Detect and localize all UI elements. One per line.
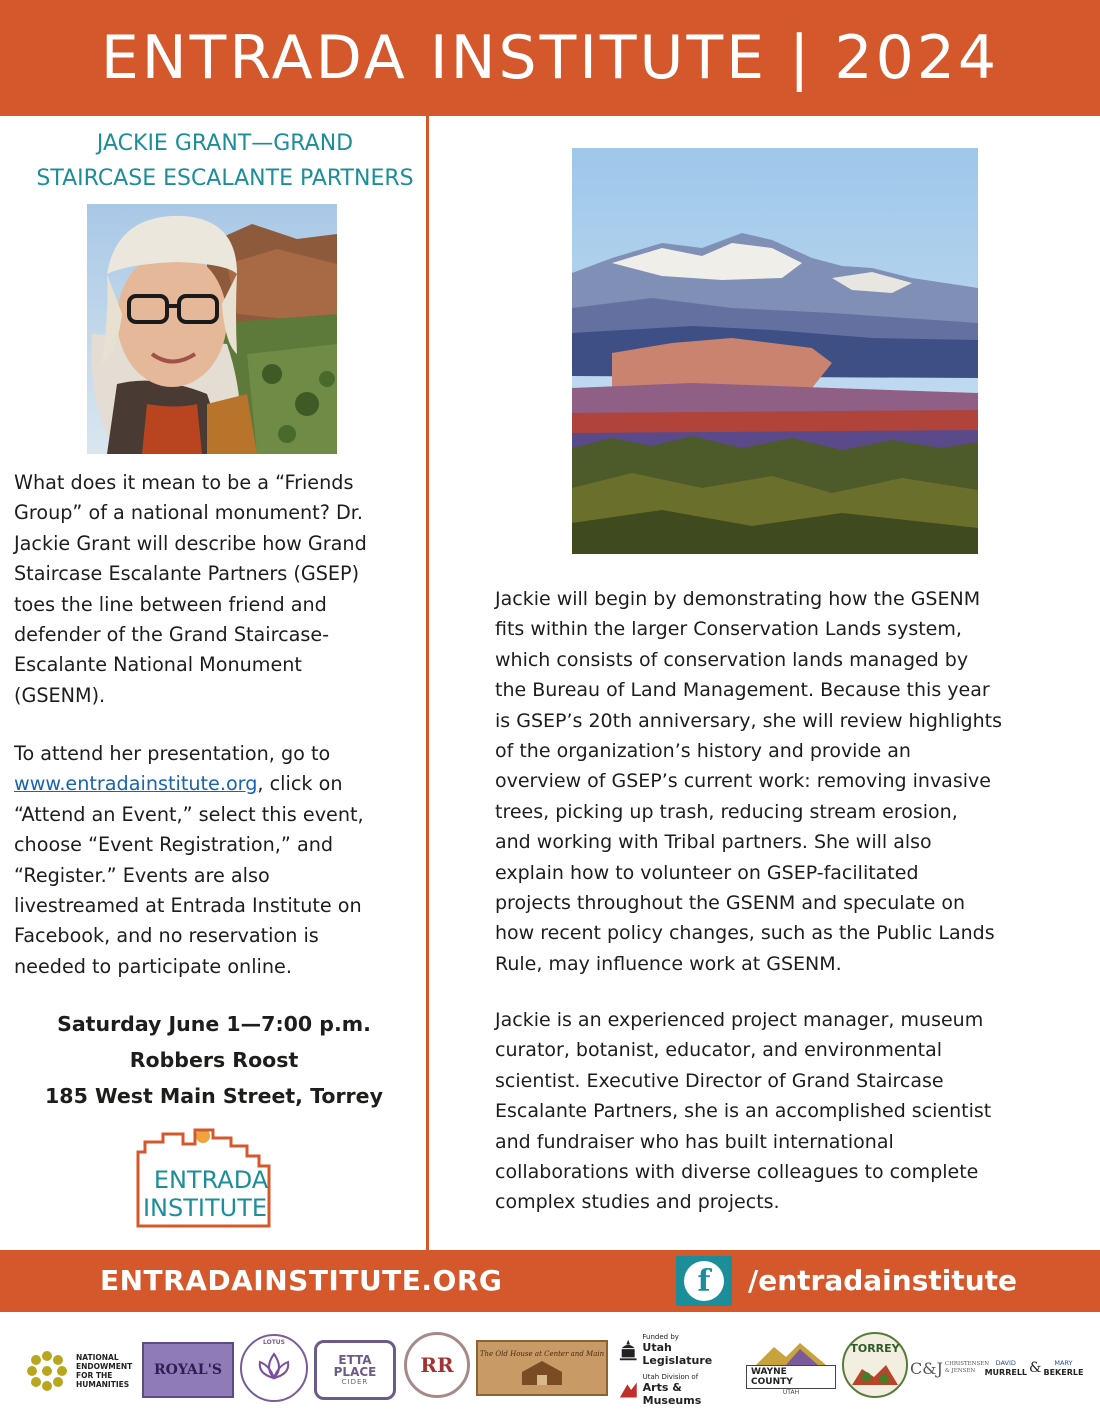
robbers-roost-text: RR [420, 1353, 454, 1377]
attend-line: “Register.” Events are also [14, 863, 270, 887]
capitol-icon [618, 1338, 638, 1362]
wayne-county-label: WAYNE COUNTY [746, 1365, 836, 1389]
paragraph-line: Rule, may influence work at GSENM. [495, 952, 842, 975]
description-line: (GSENM). [14, 683, 106, 707]
utah-arts-row [618, 1373, 738, 1407]
utah-legislature-text [642, 1333, 738, 1367]
house-icon [517, 1358, 567, 1386]
paragraph-line: complex studies and projects. [495, 1191, 780, 1214]
landscape-photo [572, 148, 978, 554]
funded-by-text: Funded by [642, 1333, 679, 1341]
paragraph-line: scientist. Executive Director of Grand Staircase [495, 1069, 944, 1092]
murrell-last: MURRELL [984, 1368, 1028, 1377]
royals-logo [142, 1342, 234, 1398]
paragraph-line: of the organization’s history and provide an [495, 740, 911, 763]
ampersand: & [1029, 1360, 1042, 1376]
right-column [429, 116, 1100, 1250]
landscape-image [572, 148, 978, 554]
lotus-text: LOTUS [263, 1339, 285, 1346]
paragraph-line: trees, picking up trash, reducing stream erosion, [495, 800, 958, 823]
paragraph-line: and working with Tribal partners. She will also [495, 831, 932, 854]
arts-museums-label: Arts & Museums [642, 1381, 702, 1407]
wayne-county-utah: UTAH [782, 1388, 800, 1396]
paragraph-line: explain how to volunteer on GSEP-facilitated [495, 861, 919, 884]
body-paragraph-2 [495, 1005, 1095, 1218]
speaker-title [20, 126, 430, 196]
paragraph-line: which consists of conservation lands managed by [495, 648, 969, 671]
utah-legislature-row [618, 1333, 738, 1367]
attend-link-line [14, 769, 424, 799]
old-house-text: The Old House at Center and Main [479, 1350, 605, 1358]
website-link[interactable]: www.entradainstitute.org [14, 772, 258, 796]
speaker-title-line: JACKIE GRANT—GRAND [96, 131, 354, 156]
murrell-bekerle-logo [984, 1348, 1084, 1388]
attend-line: choose “Event Registration,” and [14, 833, 334, 857]
paragraph-line: how recent policy changes, such as the Public Lands [495, 922, 995, 945]
paragraph-line: Jackie is an experienced project manager, museum [495, 1009, 984, 1031]
etta-line: CIDER [341, 1378, 369, 1386]
lotus-flower-icon [254, 1348, 294, 1388]
facebook-icon: f [684, 1261, 724, 1301]
event-address: 185 West Main Street, Torrey [45, 1084, 383, 1108]
neh-text [76, 1353, 132, 1389]
etta-place-logo [314, 1340, 396, 1400]
lotus-logo [240, 1334, 308, 1402]
event-venue: Robbers Roost [129, 1048, 299, 1072]
paragraph-line: curator, botanist, educator, and environmental [495, 1039, 942, 1062]
torrey-text: TORREY [850, 1342, 900, 1355]
neh-logo [22, 1336, 138, 1406]
entrada-logo [135, 1122, 287, 1230]
attend-line: “Attend an Event,” select this event, [14, 802, 364, 826]
neh-line: HUMANITIES [76, 1380, 130, 1389]
speaker-portrait [87, 204, 337, 454]
wayne-county-logo [746, 1338, 836, 1398]
footer-website-link[interactable]: ENTRADAINSTITUTE.ORG [100, 1264, 503, 1297]
paragraph-line: Escalante Partners, she is an accomplished scientist [495, 1100, 992, 1123]
paragraph-line: fits within the larger Conservation Lands system, [495, 618, 962, 641]
bekerle-last: BEKERLE [1043, 1368, 1084, 1377]
description-line: Staircase Escalante Partners (GSEP) [14, 562, 360, 586]
paragraph-line: and fundraiser who has built international [495, 1130, 894, 1153]
attend-instructions [14, 739, 424, 982]
sponsor-strip [0, 1316, 1100, 1424]
neh-line: NATIONAL [76, 1353, 119, 1362]
facebook-handle[interactable]: /entradainstitute [748, 1264, 1018, 1297]
robbers-roost-logo [404, 1332, 470, 1398]
neh-line: ENDOWMENT [76, 1362, 133, 1371]
attend-line: needed to participate online. [14, 954, 292, 978]
facebook-badge[interactable] [676, 1256, 732, 1306]
description-line: Escalante National Monument [14, 653, 302, 677]
utah-arts-text [643, 1373, 738, 1407]
christensen-line: CHRISTENSEN [944, 1361, 990, 1367]
torrey-logo [842, 1332, 908, 1398]
royals-text: ROYAL'S [153, 1362, 223, 1378]
neh-sunburst-icon [22, 1346, 72, 1396]
cj-monogram: C&J [910, 1358, 943, 1378]
murrell-first: DAVID [995, 1359, 1016, 1367]
paragraph-line: the Bureau of Land Management. Because this year [495, 679, 990, 702]
attend-line: livestreamed at Entrada Institute on [14, 894, 362, 918]
attend-link-after: , click on [257, 772, 343, 796]
wayne-county-mountain-icon [756, 1341, 826, 1365]
torrey-landscape-icon [852, 1359, 898, 1385]
description-line: Jackie Grant will describe how Grand [14, 531, 367, 555]
utah-legislature-label: Utah Legislature [642, 1341, 713, 1367]
paragraph-line: is GSEP’s 20th anniversary, she will review highlights [495, 709, 1002, 732]
event-datetime: Saturday June 1—7:00 p.m. [57, 1012, 371, 1036]
header-banner [0, 0, 1100, 116]
event-details [14, 1006, 414, 1114]
murrell-block [985, 1359, 1027, 1377]
christensen-text [945, 1361, 989, 1375]
logo-line1: ENTRADA [153, 1166, 269, 1194]
paragraph-line: collaborations with diverse colleagues to complete [495, 1161, 979, 1184]
paragraph-line: projects throughout the GSENM and speculate on [495, 892, 966, 915]
neh-line: FOR THE [76, 1371, 113, 1380]
speaker-title-line: STAIRCASE ESCALANTE PARTNERS [36, 166, 414, 191]
bekerle-block [1043, 1359, 1083, 1377]
etta-line: ETTA [338, 1353, 372, 1367]
description-line: What does it mean to be a “Friends [14, 471, 354, 494]
attend-line: To attend her presentation, go to [14, 742, 331, 765]
footer-bar [0, 1250, 1100, 1312]
event-description [14, 468, 424, 711]
entrada-logo-icon [135, 1122, 287, 1230]
paragraph-line: Jackie will begin by demonstrating how the GSENM [495, 588, 981, 610]
logo-line2: INSTITUTE [142, 1194, 268, 1222]
christensen-line: & JENSEN [944, 1368, 976, 1374]
left-column [0, 116, 426, 1250]
attend-line: Facebook, and no reservation is [14, 924, 319, 948]
body-paragraph-1 [495, 584, 1095, 979]
description-line: Group” of a national monument? Dr. [14, 501, 363, 525]
description-line: defender of the Grand Staircase- [14, 623, 330, 647]
paragraph-line: overview of GSEP’s current work: removing invasive [495, 770, 991, 793]
arts-museums-icon [618, 1380, 639, 1400]
portrait-image [87, 204, 337, 454]
bekerle-first: MARY [1054, 1359, 1073, 1367]
description-line: toes the line between friend and [14, 592, 327, 616]
utah-division-text: Utah Division of [642, 1373, 699, 1381]
christensen-jensen-logo [910, 1346, 990, 1390]
utah-funding-logo [618, 1334, 738, 1406]
page-title: ENTRADA INSTITUTE | 2024 [100, 23, 1000, 93]
etta-line: PLACE [333, 1365, 377, 1379]
old-house-logo [476, 1340, 608, 1396]
